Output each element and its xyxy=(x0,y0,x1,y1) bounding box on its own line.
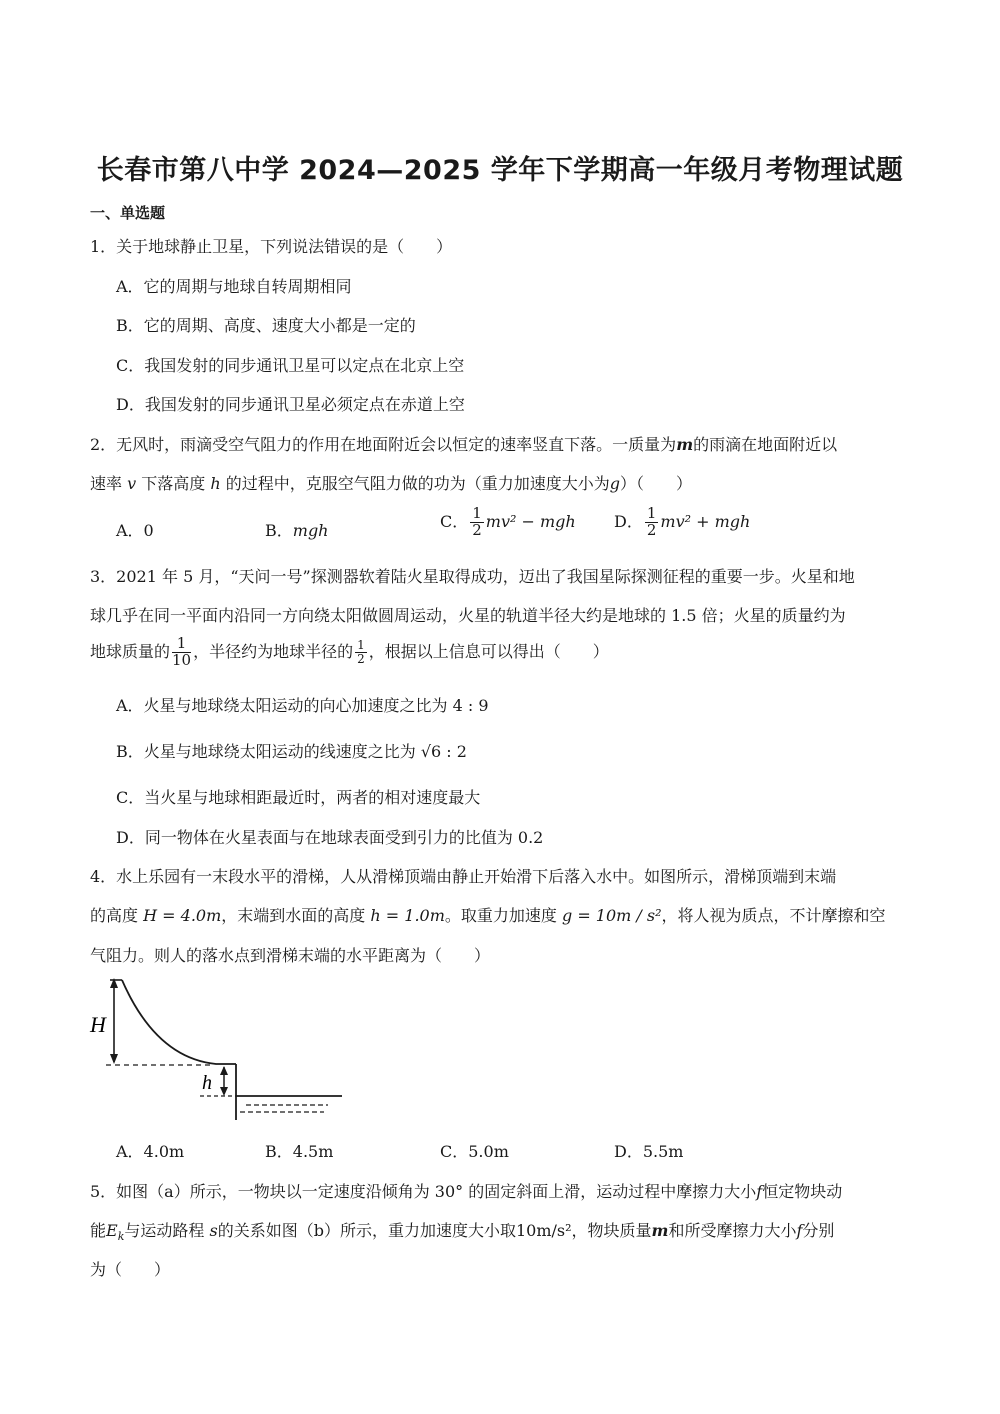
q2-option-c xyxy=(440,506,576,539)
q4-value-h: h = 1.0m xyxy=(370,906,445,925)
fraction-denominator: 10 xyxy=(172,650,192,669)
q5-text: 的关系如图（b）所示，重力加速度大小取 xyxy=(217,1221,516,1240)
slide-curve xyxy=(122,980,236,1064)
option-expression: mv² − mgh xyxy=(485,511,576,531)
q3-text: ，半径约为地球半径的 xyxy=(193,641,354,661)
arrowhead-icon xyxy=(110,1054,118,1064)
q4-stem-line1: 4．水上乐园有一末段水平的滑梯，人从滑梯顶端由静止开始滑下后落入水中。如图所示，滑梯顶端到末端 xyxy=(90,867,837,886)
q2-stem-line2 xyxy=(90,471,692,494)
q2-text: ）（ ） xyxy=(620,474,693,493)
fraction-denominator: 2 xyxy=(472,520,482,539)
q5-text: ，物块质量 xyxy=(571,1221,652,1240)
q1-stem: 1．关于地球静止卫星，下列说法错误的是（ ） xyxy=(90,237,453,256)
q3-option-a: A．火星与地球绕太阳运动的向心加速度之比为 4 : 9 xyxy=(116,696,489,715)
arrowhead-icon xyxy=(220,1087,228,1096)
q5-text: 分别 xyxy=(802,1221,835,1240)
option-label: B． xyxy=(265,521,293,540)
q5-text: 恒定物块动 xyxy=(762,1182,843,1201)
q2-var-h: h xyxy=(210,474,221,493)
fraction xyxy=(172,636,191,669)
q3-text: ，根据以上信息可以得出（ ） xyxy=(368,641,609,661)
q3-option-d: D．同一物体在火星表面与在地球表面受到引力的比值为 0.2 xyxy=(116,828,544,847)
q4-option-b: B．4.5m xyxy=(265,1142,334,1161)
fraction-numerator: 1 xyxy=(172,636,191,653)
option-expression: mv² + mgh xyxy=(660,511,751,531)
q5-stem-line1 xyxy=(90,1179,842,1202)
q5-stem-line3: 为（ ） xyxy=(90,1260,171,1279)
q5-text: 能 xyxy=(90,1221,107,1240)
fraction-numerator: 1 xyxy=(646,504,657,522)
q2-text: 速率 xyxy=(90,474,123,493)
label-h: h xyxy=(202,1072,212,1094)
q2-option-a: A．0 xyxy=(116,521,154,540)
q5-var-E: E xyxy=(106,1221,118,1240)
q4-option-c: C．5.0m xyxy=(440,1142,509,1161)
q3-stem-line1: 3．2021 年 5 月，“天问一号”探测器软着陆火星取得成功，迈出了我国星际探测征程的重要一步。火星和地 xyxy=(90,567,855,586)
q3-option-b: B．火星与地球绕太阳运动的线速度之比为 √6 : 2 xyxy=(116,742,467,761)
fraction-denominator: 2 xyxy=(646,520,657,539)
q2-stem-line1 xyxy=(90,432,837,455)
q2-text: 的过程中，克服空气阻力做的功为（重力加速度大小为 xyxy=(225,474,610,493)
q4-stem-line3: 气阻力。则人的落水点到滑梯末端的水平距离为（ ） xyxy=(90,946,491,965)
q4-option-d: D．5.5m xyxy=(614,1142,684,1161)
fraction-numerator: 1 xyxy=(357,638,365,653)
label-H: H xyxy=(90,1012,106,1037)
slide-diagram xyxy=(88,974,350,1124)
q4-text: 。取重力加速度 xyxy=(444,906,557,925)
q2-var-v: v xyxy=(127,474,137,493)
exam-title: 长春市第八中学 2024—2025 学年下学期高一年级月考物理试题 xyxy=(96,155,904,186)
q1-option-b: B．它的周期、高度、速度大小都是一定的 xyxy=(116,316,416,335)
q4-option-a: A．4.0m xyxy=(116,1142,185,1161)
q4-value-H: H = 4.0m xyxy=(143,906,222,925)
q4-text: ，将人视为质点，不计摩擦和空 xyxy=(661,906,886,925)
q2-text: 2．无风时，雨滴受空气阻力的作用在地面附近会以恒定的速率竖直下落。一质量为 xyxy=(90,435,677,454)
q5-var-k-subscript: k xyxy=(117,1230,125,1244)
fraction xyxy=(470,506,484,539)
section-heading: 一、单选题 xyxy=(90,204,166,222)
q3-option-c: C．当火星与地球相距最近时，两者的相对速度最大 xyxy=(116,788,481,807)
q1-option-a: A．它的周期与地球自转周期相同 xyxy=(116,277,352,296)
q4-text: ，末端到水面的高度 xyxy=(221,906,366,925)
fraction xyxy=(355,639,367,665)
q3-text: 地球质量的 xyxy=(90,641,171,661)
q2-option-b xyxy=(265,518,328,541)
q5-var-f: f xyxy=(796,1221,803,1240)
q5-var-s: s xyxy=(209,1221,218,1240)
q5-value-g: 10m/s² xyxy=(515,1221,572,1240)
option-label: D． xyxy=(614,511,643,531)
q3-stem-line3 xyxy=(90,636,609,669)
q2-text: 的雨滴在地面附近以 xyxy=(693,435,838,454)
q3-stem-line2: 球几乎在同一平面内沿同一方向绕太阳做圆周运动，火星的轨道半径大约是地球的 1.5 倍；火星的质量约为 xyxy=(90,606,846,625)
option-label: C． xyxy=(440,511,469,531)
q2-var-m: m xyxy=(676,435,694,454)
fraction-numerator: 1 xyxy=(472,504,482,522)
q5-text: 5．如图（a）所示，一物块以一定速度沿倾角为 30° 的固定斜面上滑，运动过程中摩擦力大小 xyxy=(90,1182,757,1201)
q1-option-c: C．我国发射的同步通讯卫星可以定点在北京上空 xyxy=(116,356,465,375)
q5-text: 和所受摩擦力大小 xyxy=(668,1221,797,1240)
q4-stem-line2 xyxy=(90,903,886,926)
option-expression: mgh xyxy=(292,521,329,540)
arrowhead-icon xyxy=(220,1066,228,1075)
q2-var-g: g xyxy=(609,474,621,493)
q5-stem-line2 xyxy=(90,1218,834,1243)
fraction xyxy=(645,506,659,539)
q2-text: 下落高度 xyxy=(141,474,206,493)
q4-text: 的高度 xyxy=(90,906,139,925)
q5-text: 与运动路程 xyxy=(124,1221,205,1240)
q4-value-g: g = 10m / s² xyxy=(561,906,662,925)
q5-var-f: f xyxy=(756,1182,763,1201)
q1-option-d: D．我国发射的同步通讯卫星必须定点在赤道上空 xyxy=(116,395,465,414)
q2-option-d xyxy=(614,506,750,539)
fraction-denominator: 2 xyxy=(357,651,365,666)
q5-var-m: m xyxy=(651,1221,669,1240)
